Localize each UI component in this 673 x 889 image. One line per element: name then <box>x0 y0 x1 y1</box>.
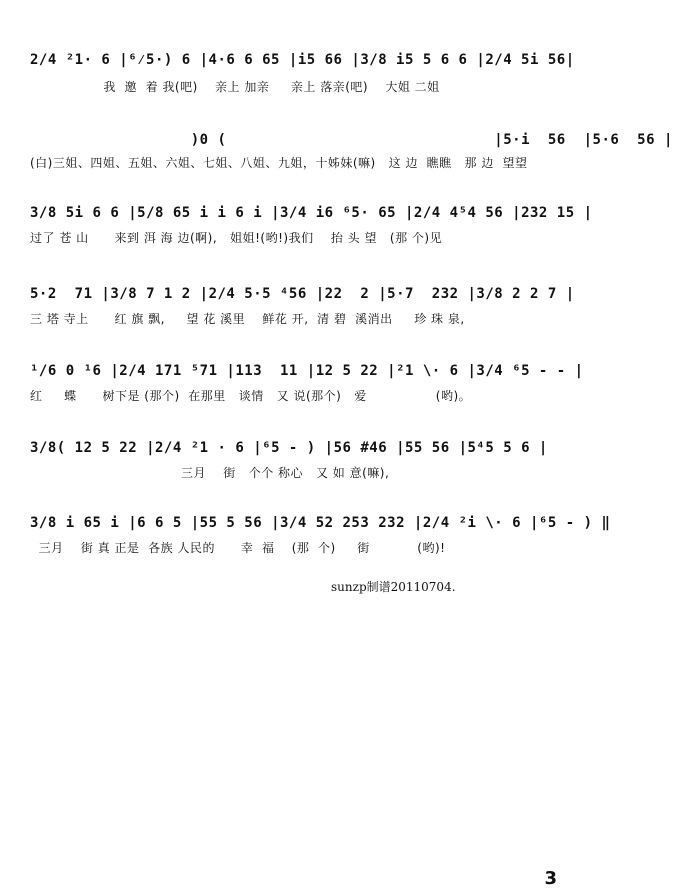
notation-line: 5·2 71 |3/8 7 1 2 |2/4 5·5 ⁴56 |22 2 |5·7 232 |3/8 2 2 7 | <box>30 286 575 302</box>
lyrics-line: 三月 街 个个 称心 又 如 意(嘛), <box>30 466 390 480</box>
notation-line: ¹/6 0 ¹6 |2/4 171 ⁵71 |113 11 |12 5 22 |²1 \· 6 |3/4 ⁶5 - - | <box>30 363 584 379</box>
lyrics-line: 红 蝶 树下是 (那个) 在那里 谈情 又 说(那个) 爱 (哟)。 <box>30 389 472 403</box>
lyrics-line: (白)三姐、四姐、五姐、六姐、七姐、八姐、九姐，十姊妹(嘛) 这 边 瞧瞧 那 边 望望 <box>30 156 528 170</box>
notation-line: 2/4 ²1· 6 |⁶⁄5·) 6 |4·6 6 65 |i5 66 |3/8 i5 5 6 6 |2/4 5i 56| <box>30 52 575 68</box>
notation-line: 3/8 i 65 i |6 6 5 |55 5 56 |3/4 52 253 232 |2/4 ²i \· 6 |⁶5 - ) ‖ <box>30 515 611 531</box>
lyrics-line: 我 邀 着 我(吧) 亲上 加亲 亲上 落亲(吧) 大姐 二姐 <box>30 80 440 94</box>
notation-line: 3/8 5i 6 6 |5/8 65 i i 6 i |3/4 i6 ⁶5· 65 |2/4 4⁵4 56 |232 15 | <box>30 205 593 221</box>
lyrics-line: 三月 街 真 正是 各族 人民的 幸 福 (那 个) 街 (哟)! <box>30 541 446 555</box>
lyrics-line: 过了 苍 山 来到 洱 海 边(啊), 姐姐!(哟!)我们 抬 头 望 (那 个)见 <box>30 231 443 245</box>
notation-line: 3/8( 12 5 22 |2/4 ²1 · 6 |⁶5 - ) |56 #46 |55 56 |5⁴5 5 6 | <box>30 440 548 456</box>
notation-line: )0 ( |5·i 56 |5·6 56 | <box>30 132 673 148</box>
page-number: 3 <box>544 868 557 889</box>
score-credit: sunzp制谱20110704. <box>331 580 456 594</box>
lyrics-line: 三 塔 寺上 红 旗 飘, 望 花 溪里 鲜花 开, 清 碧 溪消出 珍 珠 泉, <box>30 312 465 326</box>
